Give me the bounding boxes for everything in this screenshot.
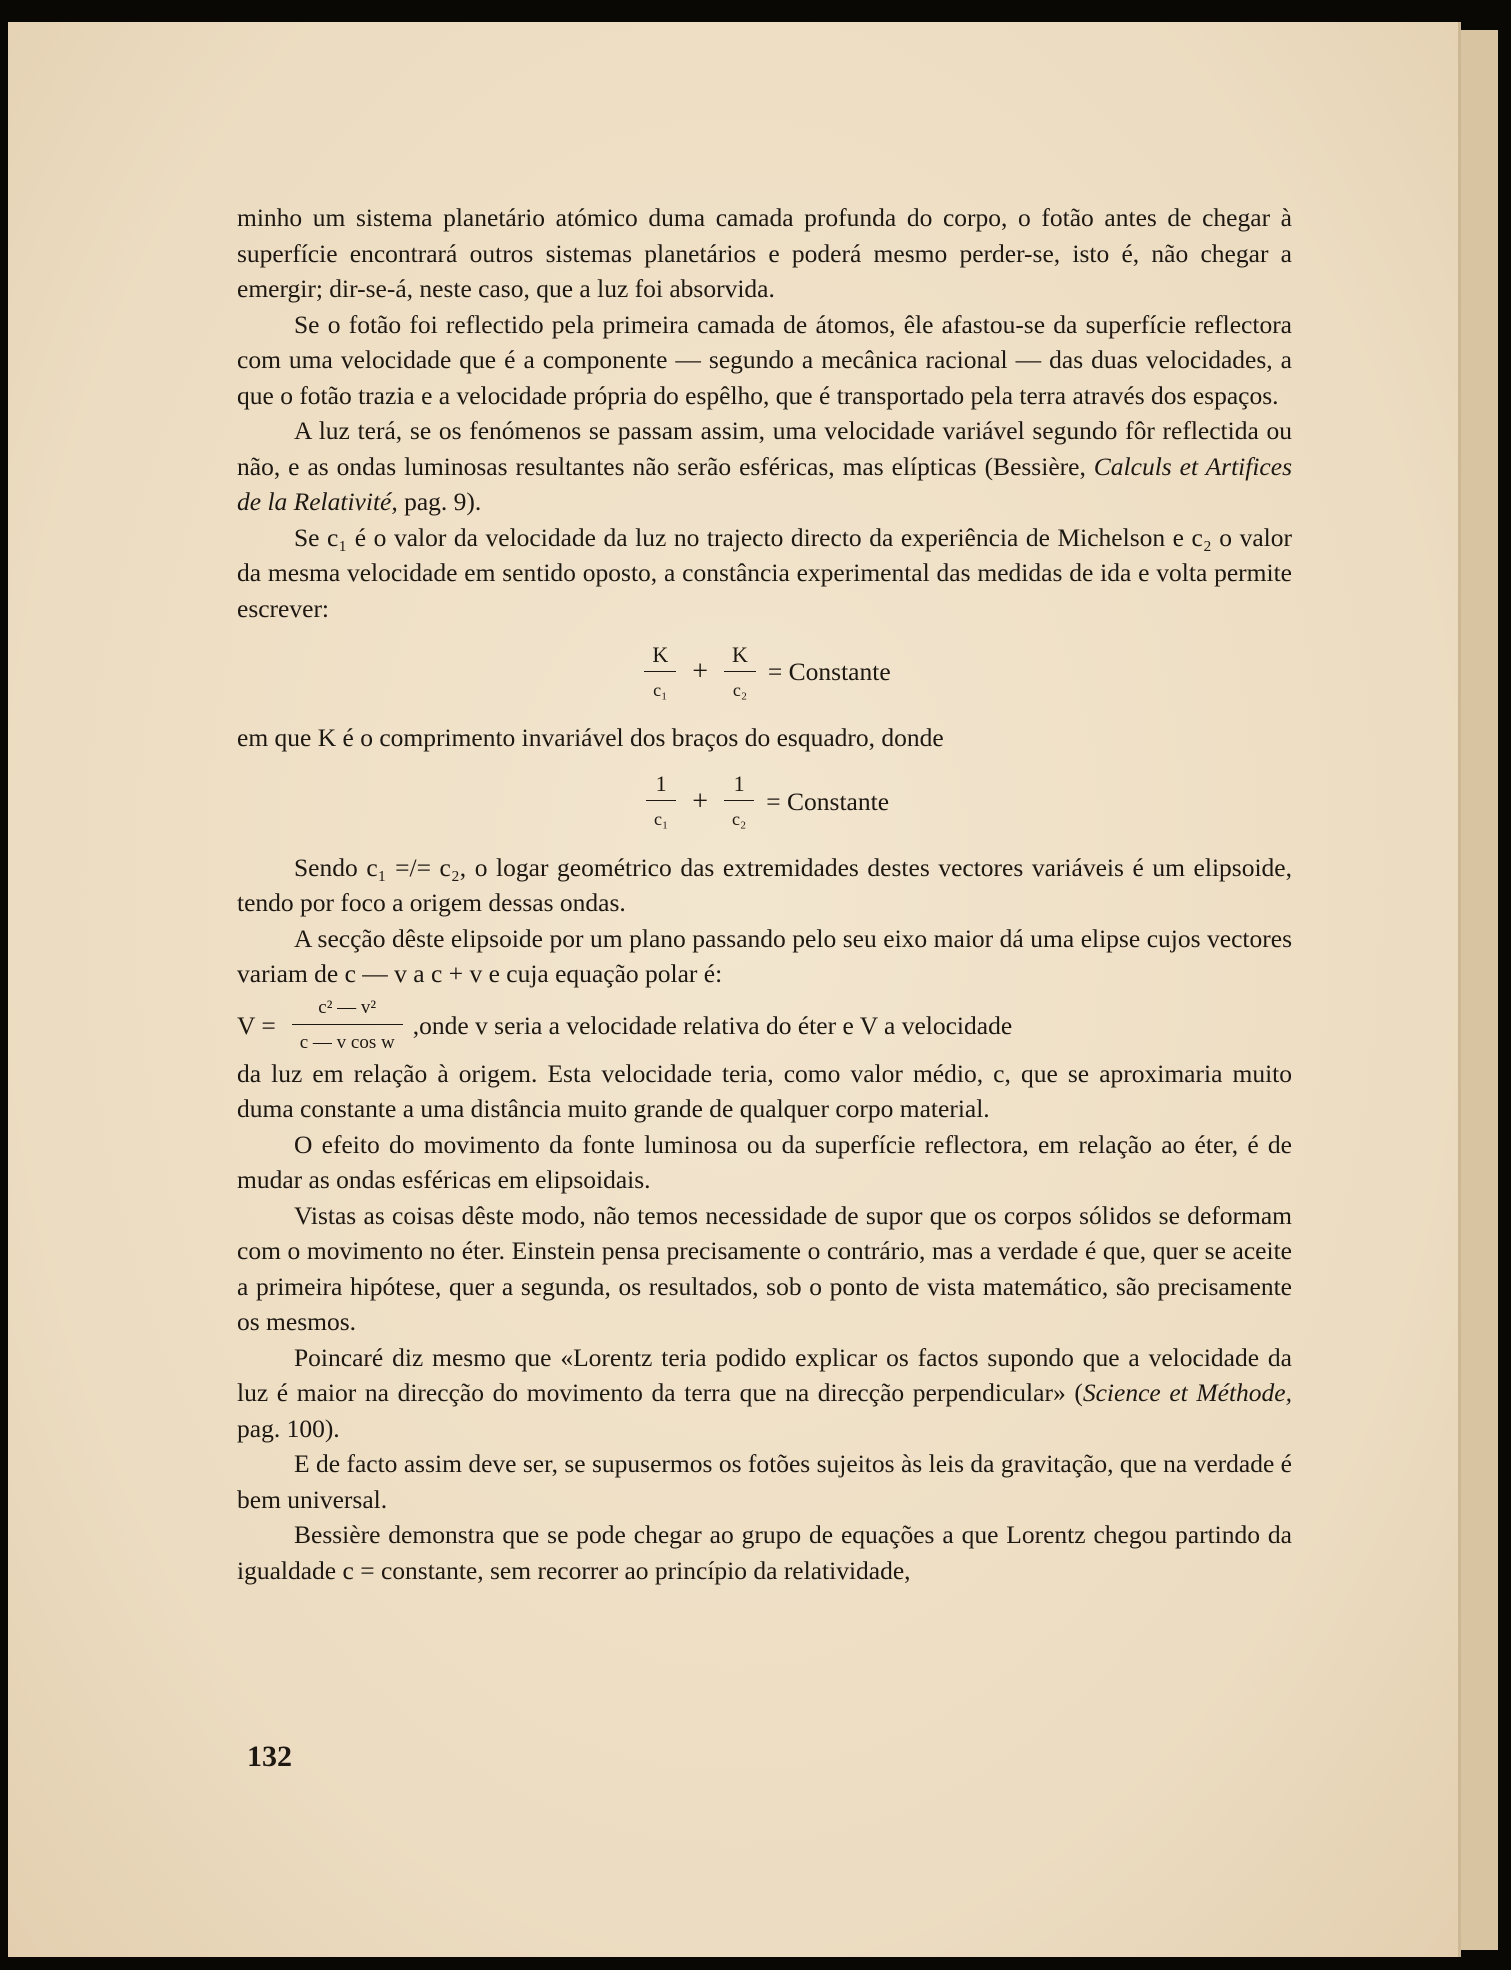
paragraph-9: O efeito do movimento da fonte luminosa ou da superfície reflectora, em relação ao éter, é de mudar as ondas esféricas em elipsoidais. — [237, 1129, 1292, 1194]
numerator: K — [732, 641, 748, 667]
citation-title: Science et Méthode, — [1082, 1378, 1292, 1407]
paragraph-4: Se c₁ é o valor da velocidade da luz no trajecto directo da experiência de Michelson e c₂ o valor da mesma velocidade em sentido oposto, a constância experimental das medidas de ida e volta permite escrever: — [237, 522, 1292, 623]
numerator: 1 — [655, 771, 667, 796]
paragraph-11-text-b: pag. 100). — [237, 1413, 340, 1443]
paragraph-2: Se o fotão foi reflectido pela primeira camada de átomos, êle afastou-se da superfície reflectora com uma velocidade que é a componente — segundo a mecânica racional — das duas velocidades, a que o fotão trazia e a velocidade própria do espêlho, que é transportado pela terra através dos espaços. — [237, 309, 1292, 410]
paragraph-10: Vistas as coisas dêste modo, não temos necessidade de supor que os corpos sólidos se deformam com o movimento no éter. Einstein pensa precisamente o contrário, mas a verdade é que, quer se aceite a primeira hipótese, quer a segunda, os resultados, sob o ponto de vista matemático, são precisamente os mesmos. — [237, 1200, 1292, 1336]
paragraph-5: em que K é o comprimento invariável dos braços do esquadro, donde — [237, 723, 944, 752]
equation-k-constant — [237, 630, 1292, 714]
paragraph-11 — [237, 1340, 1292, 1447]
fraction-bar — [724, 671, 756, 672]
equation-lhs: V = — [237, 1010, 276, 1040]
paragraph-12: E de facto assim deve ser, se supusermos os fotões sujeitos às leis da gravitação, que na verdade é bem universal. — [237, 1449, 1292, 1514]
next-page-edge — [1456, 30, 1498, 1950]
equation-rhs: = Constante — [767, 657, 891, 687]
denominator: c₂ — [732, 679, 748, 700]
denominator: c₁ — [653, 679, 668, 700]
page-number: 132 — [247, 1740, 292, 1773]
fraction-velocity — [292, 996, 403, 1055]
plus-sign: + — [692, 656, 709, 688]
equation-inverse-constant — [237, 760, 1292, 844]
denominator: c₁ — [653, 809, 669, 829]
paragraph-11-text-a: Poincaré diz mesmo que «Lorentz teria podido explicar os factos supondo que a velocidade da luz é maior na direcção do movimento da terra que na direcção perpendicular» ( — [237, 1342, 1292, 1407]
paragraph-8-inline: onde v seria a velocidade relativa do éter e V a velocidade — [419, 1010, 1013, 1040]
paragraph-6: Sendo c₁ =/= c₂, o logar geométrico das extremidades destes vectores variáveis é um elipsoide, tendo por foco a origem dessas ondas. — [237, 852, 1292, 917]
fraction-bar — [646, 800, 676, 801]
numerator: 1 — [733, 771, 745, 796]
fraction-bar — [724, 800, 754, 801]
paragraph-3 — [237, 413, 1292, 520]
equation-polar — [237, 996, 1292, 1056]
plus-sign: + — [692, 785, 709, 817]
citation-title: Calculs et Artifices de la Relativité, — [237, 451, 1292, 516]
denominator: c — v cos w — [299, 1032, 395, 1053]
fraction-bar — [644, 671, 676, 672]
denominator: c₂ — [732, 809, 747, 829]
numerator: K — [652, 641, 669, 667]
paragraph-1: minho um sistema planetário atómico duma camada profunda do corpo, o fotão antes de chegar à superfície encontrará outros sistemas planetários e poderá mesmo perder-se, isto é, não chegar a emergir; dir-se-á, neste caso, que a luz foi absorvida. — [237, 203, 1292, 303]
equation-rhs: = Constante — [766, 786, 890, 816]
numerator: c² — v² — [318, 997, 377, 1018]
fraction-k-c1 — [644, 643, 676, 702]
fraction-1-c1 — [646, 772, 676, 831]
paragraph-8: da luz em relação à origem. Esta velocidade teria, como valor médio, c, que se aproximaria muito duma constante a uma distância muito grande de qualquer corpo material. — [237, 1058, 1292, 1123]
paragraph-7: A secção dêste elipsoide por um plano passando pelo seu eixo maior dá uma elipse cujos vectores variam de c — v a c + v e cuja equação polar é: — [237, 923, 1292, 988]
equation-comma: , — [412, 1010, 420, 1040]
paragraph-13: Bessière demonstra que se pode chegar ao grupo de equações a que Lorentz chegou partindo da igualdade c = constante, sem recorrer ao princípio da relatividade, — [237, 1520, 1292, 1585]
fraction-bar — [292, 1024, 403, 1025]
fraction-k-c2 — [724, 643, 756, 702]
paragraph-3-text-a: A luz terá, se os fenómenos se passam assim, uma velocidade variável segundo fôr reflectida ou não, e as ondas luminosas resultantes não serão esféricas, mas elípticas (Bessière, — [237, 416, 1292, 481]
paragraph-3-text-b: pag. 9). — [397, 487, 482, 516]
body-text — [237, 200, 1292, 1588]
fraction-1-c2 — [724, 772, 754, 831]
